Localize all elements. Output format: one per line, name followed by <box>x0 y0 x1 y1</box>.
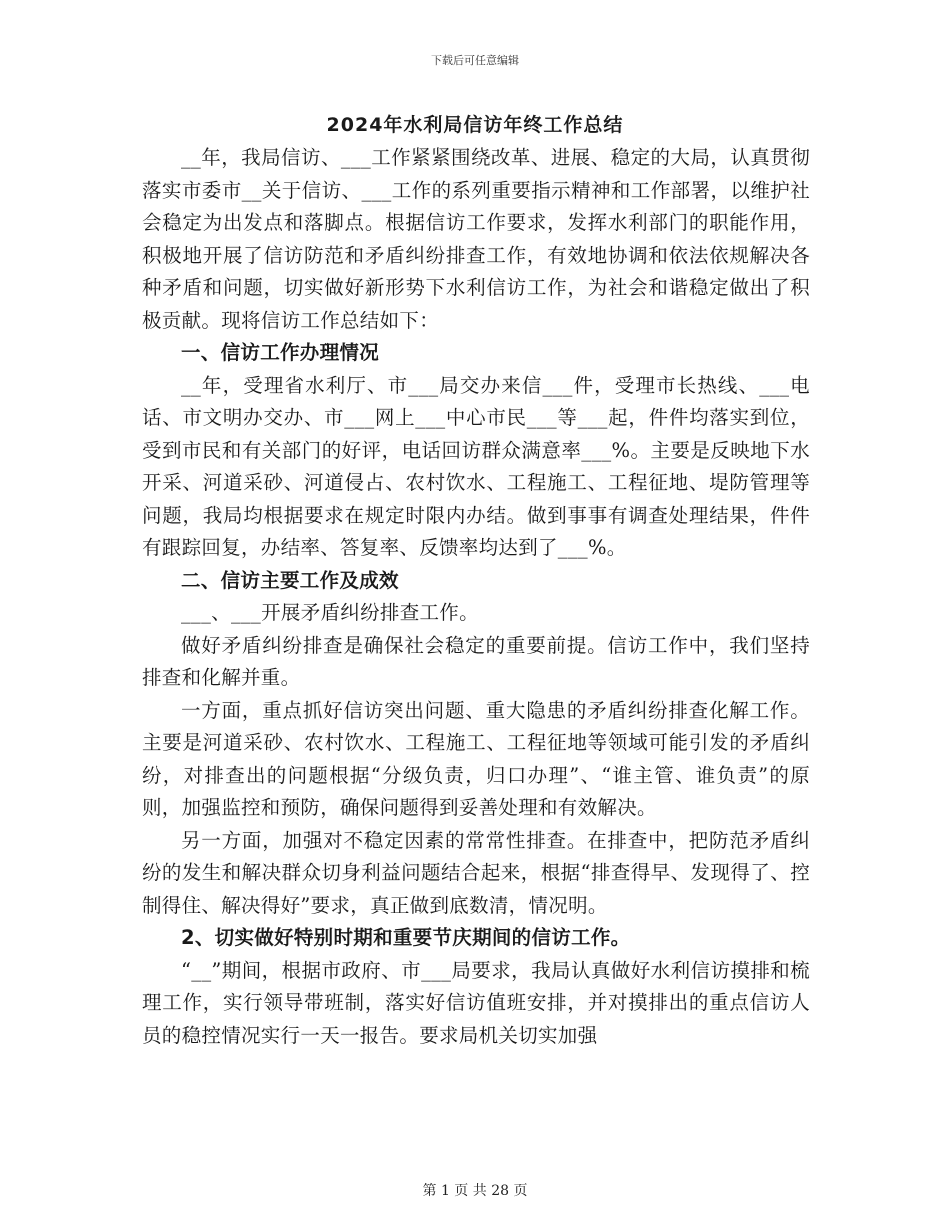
body-paragraph: 做好矛盾纠纷排查是确保社会稳定的重要前提。信访工作中，我们坚持排查和化解并重。 <box>142 633 810 689</box>
body-paragraph: __年，受理省水利厅、市___局交办来信___件，受理市长热线、___电话、市文明办交办、市___网上___中心市民___等___起，件件均落实到位，受到市民和有关部门的好评，电话回访群众满意率___%。主要是反映地下水开采、河道采砂、河道侵占、农村饮水、工程施工、工程征地、堤防管理等问题，我局均根据要求在规定时限内办结。做到事事有调查处理结果，件件有跟踪回复，办结率、答复率、反馈率均达到了___%。 <box>142 373 810 559</box>
subsection-heading-1: ___、___开展矛盾纠纷排查工作。 <box>181 601 479 624</box>
body-paragraph: 另一方面，加强对不稳定因素的常常性排查。在排查中，把防范矛盾纠纷的发生和解决群众切身利益问题结合起来，根据“排查得早、发现得了、控制得住、解决得好”要求，真正做到底数清，情况明。 <box>142 828 810 917</box>
body-paragraph-intro: __年，我局信访、___工作紧紧围绕改革、进展、稳定的大局，认真贯彻落实市委市__关于信访、___工作的系列重要指示精神和工作部署，以维护社会稳定为出发点和落脚点。根据信访工作要求，发挥水利部门的职能作用，积极地开展了信访防范和矛盾纠纷排查工作，有效地协调和依法依规解决各种矛盾和问题，切实做好新形势下水利信访工作，为社会和谐稳定做出了积极贡献。现将信访工作总结如下： <box>142 146 810 332</box>
section-heading-1: 一、信访工作办理情况 <box>181 341 380 364</box>
body-paragraph: “__”期间，根据市政府、市___局要求，我局认真做好水利信访摸排和梳理工作，实行领导带班制，落实好信访值班安排，并对摸排出的重点信访人员的稳控情况实行一天一报告。要求局机关切实加强 <box>142 958 810 1047</box>
subsection-heading-2: 2、切实做好特别时期和重要节庆期间的信访工作。 <box>181 926 631 949</box>
document-title: 2024年水利局信访年终工作总结 <box>326 114 624 136</box>
page-number: 第 1 页 共 28 页 <box>422 1183 528 1199</box>
page-header-note: 下载后可任意编辑 <box>431 54 519 67</box>
section-heading-2: 二、信访主要工作及成效 <box>181 568 399 592</box>
document-body <box>142 142 810 1052</box>
body-paragraph: 一方面，重点抓好信访突出问题、重大隐患的矛盾纠纷排查化解工作。主要是河道采砂、农村饮水、工程施工、工程征地等领域可能引发的矛盾纠纷，对排查出的问题根据“分级负责，归口办理”、“谁主管、谁负责”的原则，加强监控和预防，确保问题得到妥善处理和有效解决。 <box>142 698 810 819</box>
